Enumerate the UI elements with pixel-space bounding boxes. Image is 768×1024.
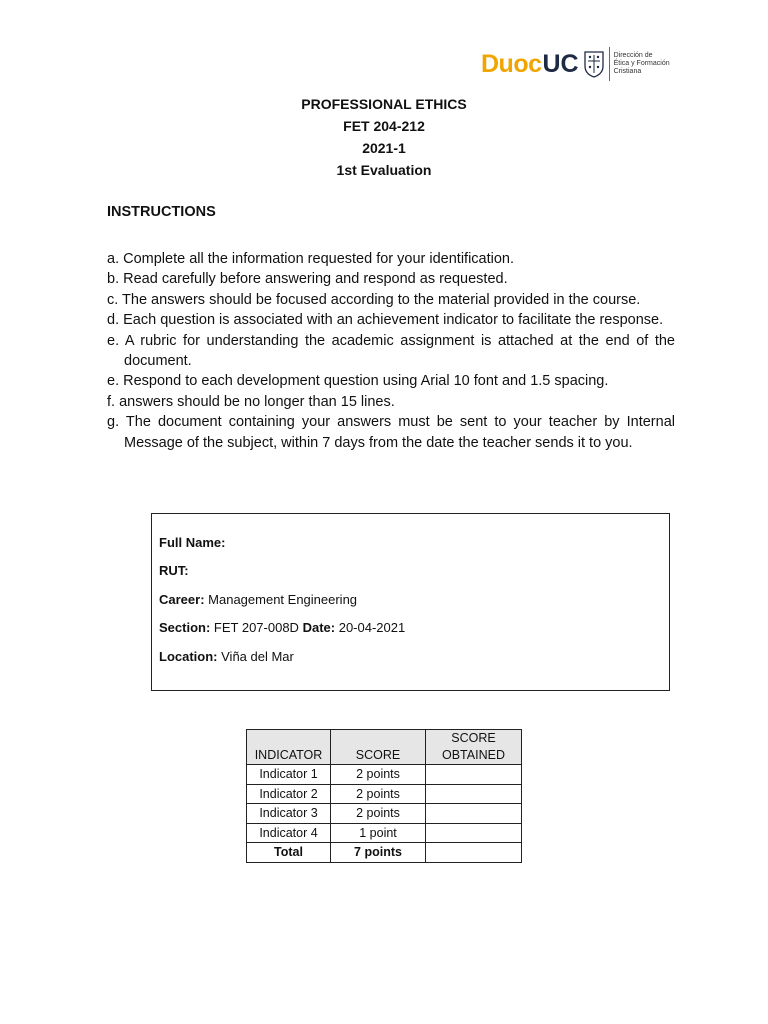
score-obtained-column-header: SCORE OBTAINED [426,730,522,765]
location-row [159,649,294,664]
score-table [246,729,522,863]
total-score-cell: 7 points [331,843,426,863]
score-cell: 2 points [331,765,426,785]
total-score-obtained-cell[interactable] [426,843,522,863]
instructions-heading: INSTRUCTIONS [107,204,216,220]
indicator-column-header: INDICATOR [247,730,331,765]
indicator-cell: Indicator 1 [247,765,331,785]
date-value: 20-04-2021 [338,620,406,635]
score-obtained-cell[interactable] [426,765,522,785]
course-code: FET 204-212 [343,118,425,134]
instruction-item: e. A rubric for understanding the academic assignment is attached at the end of the document. [107,332,675,370]
score-cell: 1 point [331,823,426,843]
document-title [0,93,768,181]
logo-dept-line: Dirección de [613,52,653,59]
instruction-item: b. Read carefully before answering and respond as requested. [107,271,508,288]
location-value: Viña del Mar [221,649,294,664]
career-value: Management Engineering [208,592,358,607]
score-obtained-cell[interactable] [426,823,522,843]
indicator-cell: Indicator 2 [247,784,331,804]
instruction-item: g. The document containing your answers must be sent to your teacher by Internal Message of the subject, within 7 days from the date the teacher sends it to you. [107,414,675,451]
instruction-item: d. Each question is associated with an achievement indicator to facilitate the response. [107,312,664,329]
date-label: Date: [302,620,336,635]
instruction-item: c. The answers should be focused according to the material provided in the course. [107,291,641,308]
table-row [247,804,522,824]
rut-label: RUT: [159,563,189,578]
logo-brand-uc: UC [542,49,579,78]
score-cell: 2 points [331,784,426,804]
career-label: Career: [159,592,205,607]
score-table-header-row [247,730,522,765]
table-row [247,823,522,843]
full-name-label: Full Name: [159,535,226,550]
score-cell: 2 points [331,804,426,824]
score-obtained-cell[interactable] [426,784,522,804]
instructions-list [107,249,675,453]
instruction-item: e. Respond to each development question using Arial 10 font and 1.5 spacing. [107,373,609,390]
indicator-cell: Indicator 4 [247,823,331,843]
section-label: Section: [159,620,211,635]
section-row [159,620,405,635]
score-obtained-cell[interactable] [426,804,522,824]
course-name: PROFESSIONAL ETHICS [301,96,467,112]
location-label: Location: [159,649,218,664]
instruction-item: a. Complete all the information requested for your identification. [107,251,515,267]
duoc-uc-logo [481,44,674,84]
table-row [247,765,522,785]
student-info-box [151,513,670,691]
score-column-header: SCORE [331,730,426,765]
full-name-row [159,535,225,550]
total-row [247,843,522,863]
indicator-cell: Indicator 3 [247,804,331,824]
logo-brand-duoc: Duoc [481,49,542,78]
term: 2021-1 [362,140,406,156]
table-row [247,784,522,804]
logo-department-text [614,52,674,76]
logo-divider [609,47,610,81]
total-label-cell: Total [247,843,331,863]
section-value: FET 207-008D [213,620,299,635]
logo-dept-line: Cristiana [613,68,642,75]
instruction-item: f. answers should be no longer than 15 lines. [107,393,395,410]
rut-row [159,563,189,578]
logo-dept-line: Ética y Formación [613,60,670,67]
university-seal-icon [583,49,605,79]
evaluation-name: 1st Evaluation [336,162,432,178]
career-row [159,592,357,607]
